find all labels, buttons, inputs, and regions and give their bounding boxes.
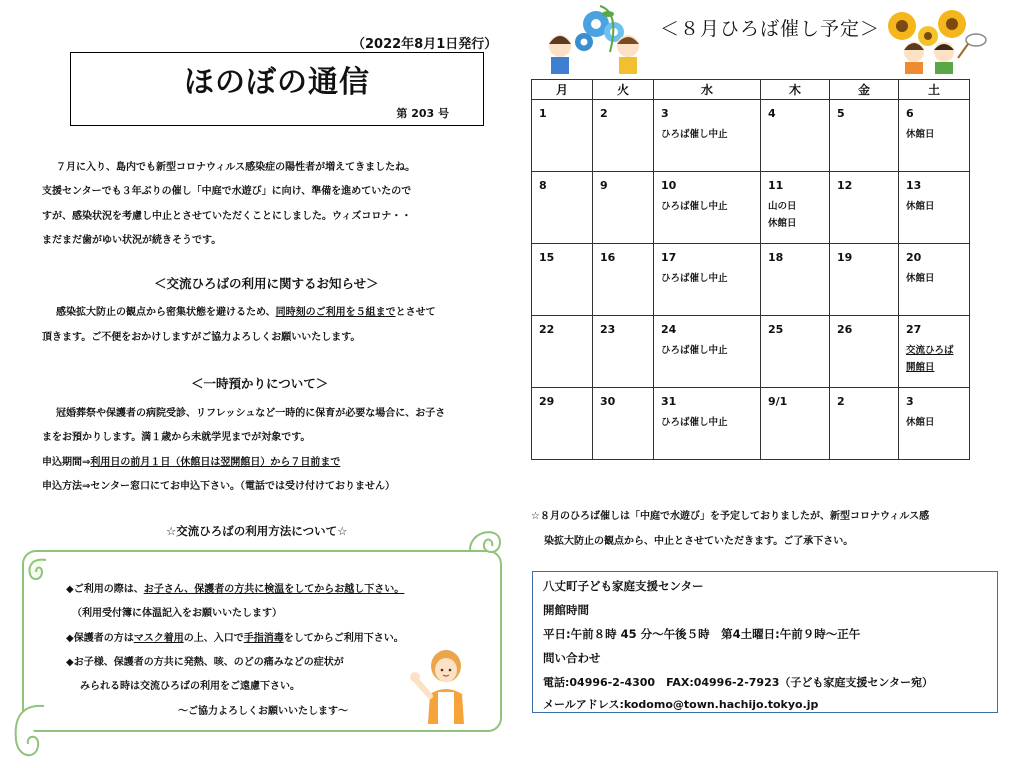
kids-morning-glory-icon xyxy=(540,2,650,74)
august-calendar xyxy=(531,79,970,460)
day-event: 休館日 xyxy=(906,129,935,140)
phone-fax: 電話:04996-2-4300 FAX:04996-2-7923（子ども家庭支援センター宛） xyxy=(543,676,933,689)
day-number: 2 xyxy=(600,107,608,120)
section-heading-plaza: ＜交流ひろばの利用に関するお知らせ＞ xyxy=(154,276,379,291)
issue-number: 第 203 号 xyxy=(396,107,449,120)
section-heading-usage: ☆交流ひろばの利用方法について☆ xyxy=(166,524,348,538)
day-event: 休館日 xyxy=(906,201,935,212)
weekday-header: 火 xyxy=(593,80,654,100)
calendar-day-cell xyxy=(899,100,970,172)
day-event: ひろば催し中止 xyxy=(661,201,728,212)
plaza-line-2: 頂きます。ご不便をおかけしますがご協力よろしくお願いいたします。 xyxy=(42,332,361,343)
day-number: 22 xyxy=(539,323,555,336)
calendar-day-cell xyxy=(830,388,899,460)
childcare-line-2: まをお預かりします。満１歳から未就学児までが対象です。 xyxy=(42,432,311,443)
day-number: 18 xyxy=(768,251,784,264)
apply-period: 申込期間⇒利用日の前月１日（休館日は翌開館日）から７日前まで xyxy=(42,457,341,468)
calendar-day-cell xyxy=(654,388,761,460)
day-number: 12 xyxy=(837,179,853,192)
event-note-line-2: 染拡大防止の観点から、中止とさせていただきます。ご了承下さい。 xyxy=(544,536,854,547)
issue-date: （2022年8月1日発行） xyxy=(352,37,498,52)
calendar-day-cell xyxy=(761,388,830,460)
calendar-day-cell xyxy=(761,316,830,388)
day-number: 23 xyxy=(600,323,616,336)
newsletter-title: ほのぼの通信 xyxy=(184,65,370,100)
usage-bullet-1: ◆ご利用の際は、お子さん、保護者の方共に検温をしてからお越し下さい。 xyxy=(66,584,405,595)
scroll-curl-icon xyxy=(468,522,502,572)
calendar-day-cell xyxy=(654,244,761,316)
day-number: 9 xyxy=(600,179,608,192)
calendar-day-cell xyxy=(899,388,970,460)
day-event: 休館日 xyxy=(906,273,935,284)
day-number: 6 xyxy=(906,107,914,120)
calendar-day-cell xyxy=(830,100,899,172)
center-name: 八丈町子ども家庭支援センター xyxy=(543,579,704,593)
calendar-day-cell xyxy=(899,244,970,316)
childcare-line-1: 冠婚葬祭や保護者の病院受診、リフレッシュなど一時的に保育が必要な場合に、お子さ xyxy=(56,408,446,419)
calendar-day-cell xyxy=(654,316,761,388)
day-number: 17 xyxy=(661,251,677,264)
day-number: 29 xyxy=(539,395,555,408)
day-number: 30 xyxy=(600,395,616,408)
calendar-day-cell xyxy=(830,316,899,388)
title-box xyxy=(70,52,484,126)
day-event: 山の日 xyxy=(768,201,797,212)
calendar-day-cell xyxy=(532,388,593,460)
day-number: 2 xyxy=(837,395,845,408)
intro-line: すが、感染状況を考慮し中止とさせていただくことにしました。ウィズコロナ・・ xyxy=(42,211,412,222)
waving-staff-icon xyxy=(406,644,476,724)
day-number: 15 xyxy=(539,251,555,264)
calendar-week-row xyxy=(532,172,970,244)
calendar-day-cell xyxy=(761,100,830,172)
scroll-curl-icon xyxy=(10,700,46,762)
day-event: ひろば催し中止 xyxy=(661,417,728,428)
day-number: 31 xyxy=(661,395,677,408)
contact-label: 問い合わせ xyxy=(543,651,601,665)
weekday-header: 土 xyxy=(899,80,970,100)
day-event: 開館日 xyxy=(906,362,935,373)
day-number: 26 xyxy=(837,323,853,336)
day-number: 25 xyxy=(768,323,784,336)
calendar-day-cell xyxy=(532,172,593,244)
day-number: 13 xyxy=(906,179,922,192)
section-heading-childcare: ＜一時預かりについて＞ xyxy=(191,376,329,391)
calendar-day-cell xyxy=(593,244,654,316)
day-event: 交流ひろば xyxy=(906,345,954,356)
day-number: 8 xyxy=(539,179,547,192)
calendar-day-cell xyxy=(532,316,593,388)
calendar-day-cell xyxy=(593,100,654,172)
calendar-day-cell xyxy=(532,100,593,172)
scroll-top-curl-icon xyxy=(26,556,50,584)
calendar-day-cell xyxy=(830,172,899,244)
day-number: 1 xyxy=(539,107,547,120)
calendar-day-cell xyxy=(899,316,970,388)
intro-line: ７月に入り、島内でも新型コロナウィルス感染症の陽性者が増えてきましたね。 xyxy=(56,162,416,173)
day-event: 休館日 xyxy=(906,417,935,428)
usage-bullet-3-cont: みられる時は交流ひろばの利用をご遠慮下さい。 xyxy=(80,681,300,692)
day-event: ひろば催し中止 xyxy=(661,345,728,356)
day-number: 10 xyxy=(661,179,677,192)
day-number: 20 xyxy=(906,251,922,264)
intro-line: まだまだ歯がゆい状況が続きそうです。 xyxy=(42,235,222,246)
contact-info-box xyxy=(532,571,998,713)
hours-label: 開館時間 xyxy=(543,603,589,617)
day-number: 3 xyxy=(906,395,914,408)
day-number: 16 xyxy=(600,251,616,264)
apply-method: 申込方法⇒センター窓口にてお申込下さい。（電話では受け付けておりません） xyxy=(42,481,395,492)
day-number: 19 xyxy=(837,251,853,264)
day-number: 5 xyxy=(837,107,845,120)
calendar-week-row xyxy=(532,388,970,460)
day-number: 27 xyxy=(906,323,922,336)
calendar-day-cell xyxy=(830,244,899,316)
calendar-day-cell xyxy=(532,244,593,316)
day-number: 3 xyxy=(661,107,669,120)
plaza-line-1: 感染拡大防止の観点から密集状態を避けるため、同時刻のご利用を５組までとさせて xyxy=(56,307,436,318)
day-number: 4 xyxy=(768,107,776,120)
calendar-week-row xyxy=(532,100,970,172)
usage-closing: ～ご協力よろしくお願いいたします～ xyxy=(178,706,348,717)
weekday-header: 金 xyxy=(830,80,899,100)
usage-bullet-1-note: （利用受付簿に体温記入をお願いいたします） xyxy=(72,608,282,619)
calendar-day-cell xyxy=(761,244,830,316)
kids-sunflower-icon xyxy=(880,6,990,74)
usage-bullet-3: ◆お子様、保護者の方共に発熱、咳、のどの痛みなどの症状が xyxy=(66,657,344,668)
email-address: メールアドレス:kodomo@town.hachijo.tokyo.jp xyxy=(543,698,819,711)
event-note-line-1: ☆８月のひろば催しは「中庭で水遊び」を予定しておりましたが、新型コロナウィルス感 xyxy=(531,511,930,522)
calendar-day-cell xyxy=(761,172,830,244)
weekday-header: 月 xyxy=(532,80,593,100)
calendar-day-cell xyxy=(654,172,761,244)
usage-bullet-2: ◆保護者の方はマスク着用の上、入口で手指消毒をしてからご利用下さい。 xyxy=(66,633,404,644)
weekday-header: 木 xyxy=(761,80,830,100)
weekday-header: 水 xyxy=(654,80,761,100)
calendar-day-cell xyxy=(654,100,761,172)
day-number: 24 xyxy=(661,323,677,336)
calendar-day-cell xyxy=(899,172,970,244)
day-number: 9/1 xyxy=(768,395,788,408)
day-event: ひろば催し中止 xyxy=(661,129,728,140)
day-event: ひろば催し中止 xyxy=(661,273,728,284)
calendar-day-cell xyxy=(593,316,654,388)
day-event: 休館日 xyxy=(768,218,797,229)
calendar-body xyxy=(532,100,970,460)
calendar-day-cell xyxy=(593,388,654,460)
calendar-day-cell xyxy=(593,172,654,244)
day-number: 11 xyxy=(768,179,784,192)
calendar-week-row xyxy=(532,316,970,388)
hours-text: 平日:午前８時 45 分～午後５時 第4土曜日:午前９時～正午 xyxy=(543,627,861,641)
calendar-title: ＜８月ひろば催し予定＞ xyxy=(660,18,881,40)
calendar-week-row xyxy=(532,244,970,316)
intro-line: 支援センターでも３年ぶりの催し「中庭で水遊び」に向け、準備を進めていたので xyxy=(42,186,412,197)
